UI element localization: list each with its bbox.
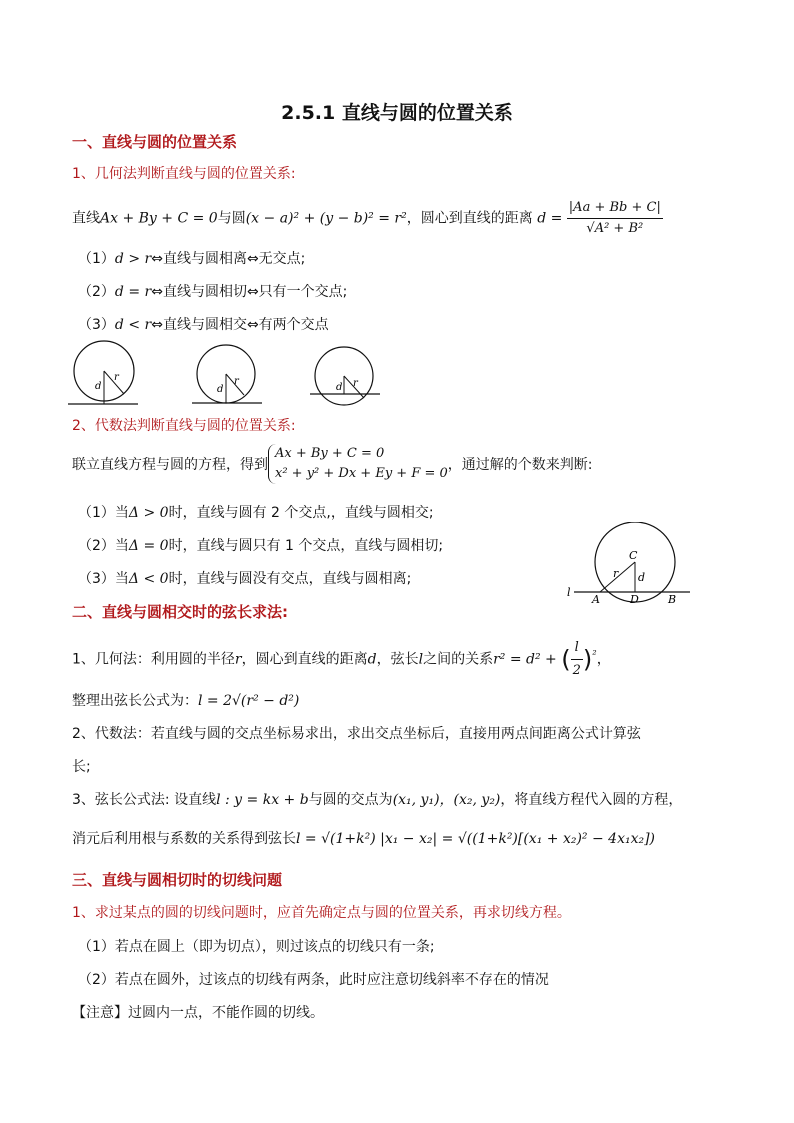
equation-circle: x² + y² + Dx + Ey + F = 0 (275, 466, 448, 481)
label-r: r (234, 376, 239, 387)
text: 1、几何法：利用圆的半径 (72, 651, 235, 668)
chord-formula-method-line2 (72, 828, 655, 848)
item-text: 时，直线与圆只有 1 个交点，直线与圆相切; (168, 538, 444, 554)
half-chord-fraction (571, 637, 583, 682)
label-B: B (668, 593, 677, 606)
label-l: l (567, 586, 571, 599)
label-D: D (630, 593, 639, 606)
item-text: 时，直线与圆没有交点，直线与圆相离; (168, 571, 412, 587)
section-heading-3: 三、直线与圆相切时的切线问题 (72, 871, 283, 889)
text: ，将直线方程代入圆的方程， (500, 792, 683, 808)
chord-formula-method-line1 (72, 789, 682, 809)
distance-numerator: |Aa + Bb + C| (567, 198, 663, 219)
item-number: （1） (78, 251, 115, 267)
condition: Δ < 0 (128, 571, 169, 587)
distance-formula (567, 198, 663, 239)
intersection-points: (x₁, y₁)，(x₂, y₂) (392, 792, 501, 808)
text: 与圆的交点为 (308, 792, 393, 808)
distance-symbol: d = (537, 210, 563, 227)
text: ，通过解的个数来判断: (447, 457, 593, 473)
note (72, 1002, 324, 1022)
item-text: ⇔直线与圆相交⇔有两个交点 (151, 317, 329, 333)
formula: l = 2√(r² − d²) (198, 693, 300, 709)
condition-item-3 (78, 314, 329, 334)
chord-length-formula: l = √(1+k²) |x₁ − x₂| = √((1+k²)[(x₁ + x₂)² − 4x₁x₂]) (296, 831, 656, 847)
section-heading-1: 一、直线与圆的位置关系 (72, 133, 238, 151)
item-text: 时，直线与圆有 2 个交点,，直线与圆相交; (168, 505, 434, 521)
label-C: C (629, 549, 638, 562)
text: 当 (114, 505, 129, 521)
fraction-numerator: l (571, 637, 583, 660)
text: 当 (114, 571, 129, 587)
text: ，圆心到直线的距离 (406, 210, 533, 227)
chord-length-formula (72, 690, 299, 710)
tangent-item-2: （2）若点在圆外，过该点的切线有两条，此时应注意切线斜率不存在的情况 (78, 972, 549, 988)
position-figures (66, 338, 396, 408)
condition: d = r (114, 284, 152, 300)
subsection-tangent: 1、求过某点的圆的切线问题时，应首先确定点与圆的位置关系，再求切线方程。 (72, 905, 571, 921)
text: 联立直线方程与圆的方程，得到 (72, 457, 268, 473)
item-text: ⇔直线与圆相切⇔只有一个交点; (151, 284, 348, 300)
label-d: d (336, 382, 343, 393)
fraction-denominator: 2 (572, 663, 581, 678)
label-d: d (217, 384, 224, 395)
section-heading-2: 二、直线与圆相交时的弦长求法: (72, 603, 289, 621)
text: 当 (114, 538, 129, 554)
text: 之间的关系 (423, 651, 494, 668)
square-exponent: ² (592, 647, 597, 661)
algebraic-item-2 (78, 535, 443, 555)
geometric-method-statement (72, 198, 663, 239)
item-number: （2） (78, 284, 115, 300)
condition: Δ > 0 (128, 505, 169, 521)
text: ，弦长 (376, 651, 419, 668)
chord-geometric-method: 1、几何法：利用圆的半径r，圆心到直线的距离d，弦长l之间的关系r² = d² + ( $\frac{l}{2}$ )$^{^2}$， (72, 637, 611, 682)
text: 消元后利用根与系数的关系得到弦长 (72, 831, 296, 847)
text: ，圆心到直线的距离 (241, 651, 368, 668)
label-r: r (114, 372, 119, 383)
symbol-l: l (418, 651, 424, 668)
text: ， (596, 651, 611, 668)
label-r: r (353, 378, 358, 389)
label-r: r (613, 567, 619, 580)
chord-algebraic-method-line2: 长; (72, 759, 91, 775)
equation-line: Ax + By + C = 0 (275, 446, 385, 461)
algebraic-item-3 (78, 568, 411, 588)
note-text: 过圆内一点，不能作圆的切线。 (128, 1005, 324, 1021)
condition-item-1 (78, 248, 305, 268)
text: 3、弦长公式法: 设直线 (72, 792, 217, 808)
item-number: （3） (78, 571, 115, 587)
subsection-geometric-method: 1、几何法判断直线与圆的位置关系: (72, 166, 296, 182)
figure-tangent (192, 345, 262, 403)
page-title: 2.5.1 直线与圆的位置关系 (281, 102, 513, 124)
chord-algebraic-method-line1: 2、代数法：若直线与圆的交点坐标易求出，求出交点坐标后，直接用两点间距离公式计算弦 (72, 726, 641, 742)
note-tag: 【注意】 (72, 1005, 128, 1021)
item-text: ⇔直线与圆相离⇔无交点; (151, 251, 306, 267)
figure-separate (68, 341, 138, 404)
label-d: d (638, 571, 646, 584)
distance-denominator: √A² + B² (586, 221, 644, 236)
relation-formula: r² = d² + (493, 651, 557, 668)
algebraic-method-statement (72, 444, 592, 484)
symbol-d: d (367, 651, 377, 668)
item-number: （3） (78, 317, 115, 333)
line-equation: l : y = kx + b (216, 792, 309, 808)
subsection-algebraic-method: 2、代数法判断直线与圆的位置关系: (72, 418, 296, 434)
text: 与圆 (217, 210, 246, 227)
figure-intersect (310, 347, 380, 405)
chord-figure (562, 522, 692, 606)
condition: d > r (114, 251, 152, 267)
line-equation: Ax + By + C = 0 (100, 210, 218, 227)
algebraic-item-1 (78, 502, 434, 522)
symbol-r: r (234, 651, 242, 668)
text: 直线 (72, 210, 100, 227)
text: 整理出弦长公式为： (72, 693, 198, 709)
condition: Δ = 0 (128, 538, 169, 554)
item-number: （1） (78, 505, 115, 521)
circle-equation: (x − a)² + (y − b)² = r² (245, 210, 407, 227)
condition: d < r (114, 317, 152, 333)
equation-system (268, 444, 448, 484)
label-A: A (592, 593, 600, 606)
tangent-item-1: （1）若点在圆上（即为切点），则过该点的切线只有一条; (78, 939, 435, 955)
condition-item-2 (78, 281, 347, 301)
item-number: （2） (78, 538, 115, 554)
label-d: d (95, 381, 102, 392)
